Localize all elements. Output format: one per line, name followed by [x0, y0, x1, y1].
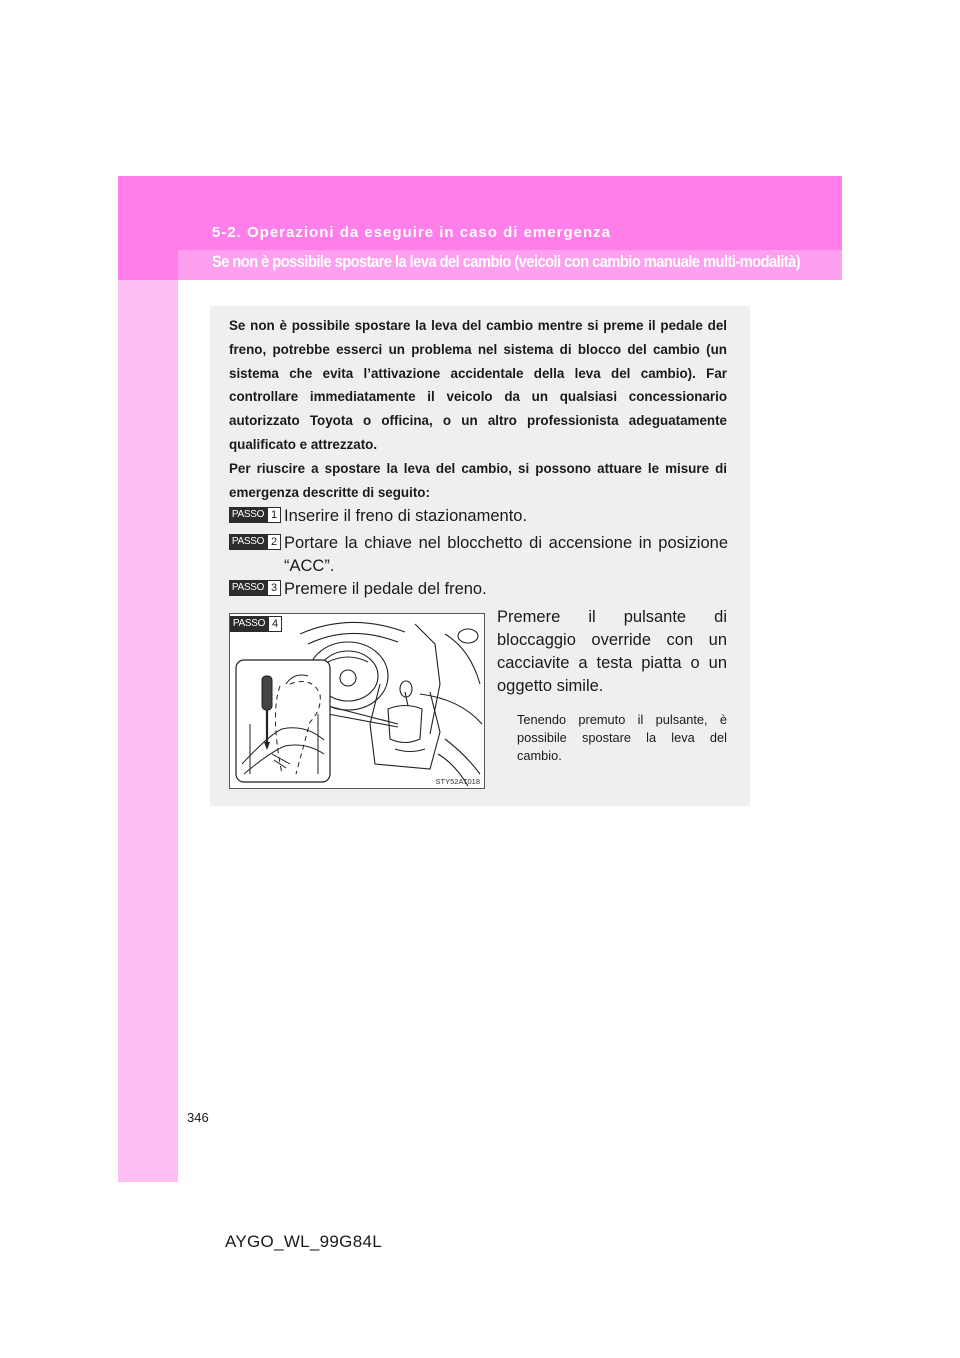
figure-code: STY52AT018: [435, 777, 480, 786]
intro-text: [229, 314, 727, 504]
step-4-text: Premere il pulsante di bloccaggio override con un cacciavite a testa piatta o un oggetto simile.: [497, 608, 727, 695]
step-4-note: Tenendo premuto il pulsante, è possibile spostare la leva del cambio.: [517, 712, 727, 763]
step-badge: [229, 534, 281, 550]
step-badge: [230, 616, 282, 632]
step-badge: [229, 507, 281, 523]
section-label: 5-2. Operazioni da eseguire in caso di emergenza: [212, 224, 611, 241]
intro-paragraph-1: Se non è possibile spostare la leva del cambio mentre si preme il pedale del freno, potrebbe esserci un problema nel sistema di blocco del cambio (un sistema che evita l’attivazione accidentale della leva del cambio). Far controllare immediatamente il veicolo da un qualsiasi concessionario autorizzato Toyota o officina, o un altro professionista adeguatamente qualificato e attrezzato.: [229, 318, 727, 452]
side-tab-strip: [118, 280, 178, 1182]
step-badge-number: 3: [267, 580, 281, 596]
step-badge: [229, 580, 281, 596]
step-text: Portare la chiave nel blocchetto di accensione in posizione “ACC”.: [284, 534, 728, 575]
shift-lever-illustration: [229, 613, 485, 789]
step-badge-number: 4: [268, 616, 282, 632]
step-text: Inserire il freno di stazionamento.: [284, 507, 528, 525]
step-badge-word: PASSO: [230, 616, 268, 632]
step-badge-word: PASSO: [229, 580, 267, 596]
page-number: 346: [187, 1110, 209, 1125]
step-text: Premere il pedale del freno.: [284, 580, 487, 598]
document-code: AYGO_WL_99G84L: [225, 1232, 382, 1251]
step-badge-number: 2: [267, 534, 281, 550]
step-badge-number: 1: [267, 507, 281, 523]
intro-paragraph-2: Per riuscire a spostare la leva del cambio, si possono attuare le misure di emergenza descritte di seguito:: [229, 460, 727, 500]
step-badge-word: PASSO: [229, 534, 267, 550]
section-title: Se non è possibile spostare la leva del cambio (veicoli con cambio manuale multi-modalità): [212, 252, 801, 271]
illustration-drawing: [230, 614, 484, 788]
step-badge-word: PASSO: [229, 507, 267, 523]
